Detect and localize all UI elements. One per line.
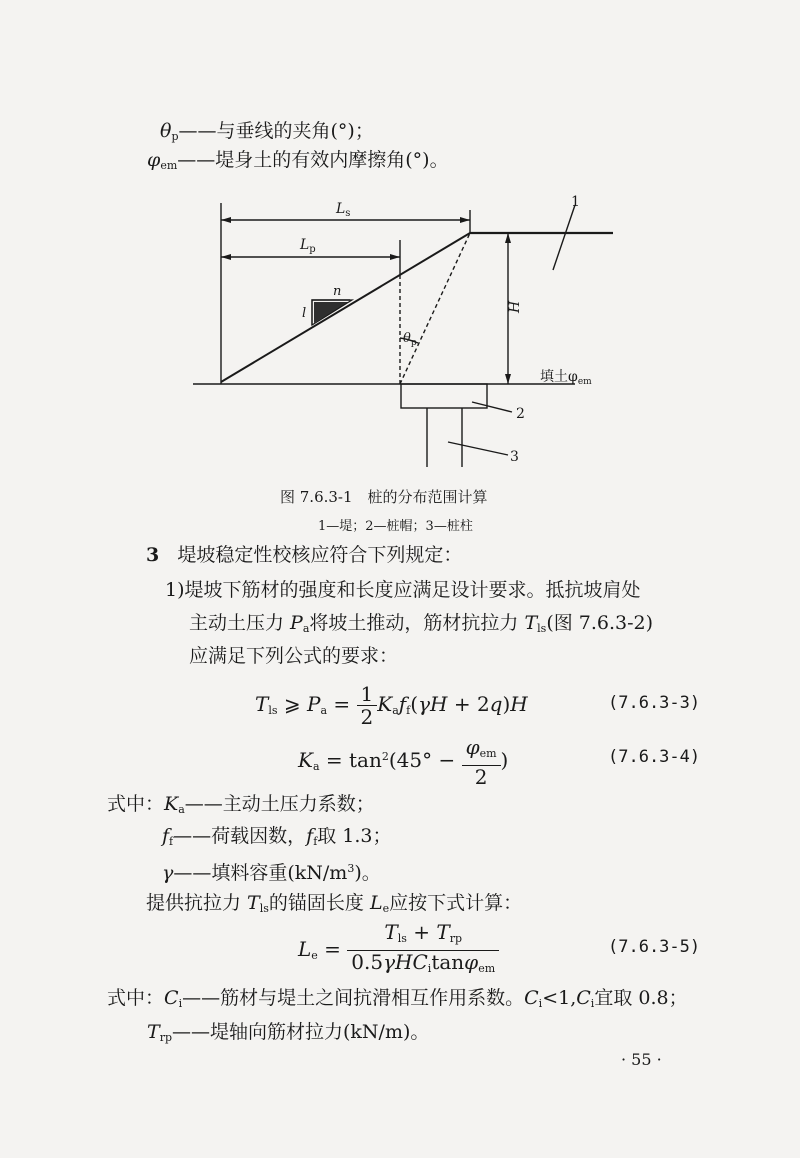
def-phi-em: $\varphi_{em}——$堤身土的有效内摩擦角(°)。 <box>147 149 449 172</box>
callout-1: 1 <box>571 194 580 210</box>
def-ff: $f_f——$荷载因数，$f_f$取 1.3； <box>162 825 392 848</box>
leader-3 <box>448 442 508 455</box>
fill-soil-label: 填土$\varphi_{em}$ <box>540 369 592 387</box>
clause-3: 3 堤坡稳定性校核应符合下列规定： <box>146 544 463 566</box>
l-label: l <box>302 306 307 321</box>
arrowhead <box>460 217 470 223</box>
clause-3-item1-line2: 主动土压力 $P_a$将坡土推动，筋材抗拉力 $T_{ls}$(图 7.6.3-2) <box>189 612 654 635</box>
clause-3-item1-line1: 1)堤坡下筋材的强度和长度应满足设计要求。抵抗坡肩处 <box>165 579 641 601</box>
lp-label: $L_p$ <box>300 237 316 255</box>
eq-number-5: (7.6.3-5) <box>608 937 701 957</box>
def-ka: 式中：$K_a——$主动土压力系数； <box>107 793 375 816</box>
figure-caption: 图 7.6.3-1 桩的分布范围计算 <box>280 488 488 506</box>
anchor-length-text: 提供抗拉力 $T_{ls}$的锚固长度 $L_e$应按下式计算： <box>146 892 523 915</box>
diagonal-dashed-line <box>400 233 470 384</box>
theta-label: $\theta_p$ <box>403 331 417 348</box>
embankment-slope <box>221 233 470 382</box>
pile-distribution-figure <box>0 0 800 480</box>
figure-legend: 1—堤；2—桩帽；3—桩柱 <box>318 519 473 534</box>
def-theta-p: $\theta_p——$与垂线的夹角(°)； <box>160 120 374 143</box>
page-number: · 55 · <box>621 1050 662 1069</box>
n-label: n <box>333 284 342 299</box>
arrowhead <box>221 254 231 260</box>
leader-1 <box>553 205 575 270</box>
equation-7-6-3-3: $T_{ls}$ ⩾ $P_a$ = $\frac{1}{2}$ $K_af_f(\gamma H + 2q)H$ <box>255 682 528 729</box>
def-trp: $T_{rp}——$堤轴向筋材拉力(kN/m)。 <box>147 1021 430 1044</box>
pile-cap <box>401 384 487 408</box>
h-label: H <box>507 300 523 313</box>
eq-number-3: (7.6.3-3) <box>608 693 701 713</box>
eq-number-4: (7.6.3-4) <box>608 747 701 767</box>
arrowhead <box>390 254 400 260</box>
equation-7-6-3-5: $L_e$ = $\frac{T_{ls} + T_{rp}}{0.5\gamma HC_i\tan\varphi_{em}}$ <box>298 921 499 982</box>
clause-3-item1-line3: 应满足下列公式的要求： <box>189 645 399 667</box>
callout-2: 2 <box>516 406 525 422</box>
arrowhead <box>505 374 511 384</box>
arrowhead <box>221 217 231 223</box>
def-ci: 式中：$C_i——$筋材与堤土之间抗滑相互作用系数。$C_i<1,C_i$宜取 0.8； <box>107 987 688 1010</box>
leader-2 <box>472 402 512 412</box>
def-gamma: γ——填料容重$(kN/m^3)$。 <box>162 862 381 884</box>
ls-label: $L_s$ <box>336 201 351 219</box>
callout-3: 3 <box>510 449 519 465</box>
arrowhead <box>505 233 511 243</box>
equation-7-6-3-4: $K_a = \tan^2(45^\circ$ − $\frac{\varphi_{em}}{2}$ ) <box>298 734 509 789</box>
